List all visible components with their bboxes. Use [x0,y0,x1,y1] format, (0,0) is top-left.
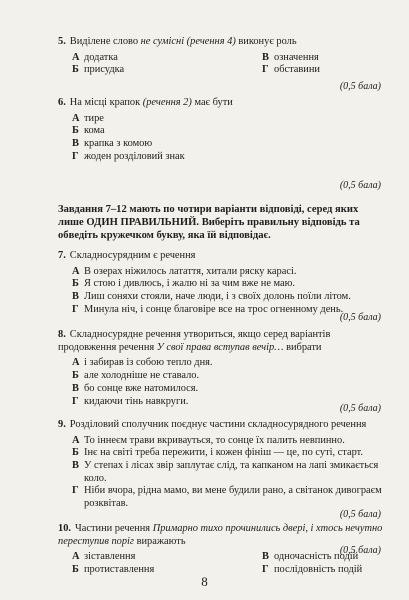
question-10 [58,523,383,576]
option-letter[interactable]: Г [72,150,79,162]
option-text: тире [84,112,104,124]
question-9 [58,419,383,511]
option-text: крапка з комою [84,138,153,150]
page-number: 8 [201,574,208,589]
question-number: 7. [58,250,66,261]
option-letter[interactable]: А [72,434,80,446]
question-text: виконує роль [235,36,297,47]
question-6-text [58,97,383,110]
option-letter[interactable]: А [72,357,80,369]
question-text-italic: У свої права вступав вечір… [156,341,284,353]
question-text-italic: Примарно тихо прочинились двері, і хтось нечутно переступив поріг [58,523,383,547]
option-letter[interactable]: А [72,551,80,563]
option-letter[interactable]: В [72,291,79,303]
option-text: Лиш соняхи стояли, наче люди, і з своїх долонь поїли літом. [84,291,351,303]
score-label: (0,5 бала) [339,509,381,520]
option-text: додатка [84,51,118,63]
option-v[interactable] [72,291,383,303]
question-number: 5. [58,36,66,47]
question-text: На місці крапок [69,97,143,108]
option-a[interactable] [72,357,383,369]
option-text: присудка [84,64,125,75]
question-number: 6. [58,97,66,108]
option-letter[interactable]: Б [72,563,79,575]
option-g[interactable] [72,485,383,510]
question-text-italic: не сумісні (речення 4) [140,36,236,47]
question-text: Частини речення [75,523,153,534]
question-number: 9. [58,419,66,430]
option-text: але холодніше не ставало. [84,369,200,381]
option-a[interactable] [72,435,383,447]
option-b[interactable] [72,64,252,76]
option-text: зіставлення [84,551,136,563]
option-letter[interactable]: Г [262,64,269,75]
question-text: виражають [133,535,186,547]
option-g[interactable] [72,304,383,316]
option-a[interactable] [72,266,383,278]
question-number: 8. [58,329,66,340]
option-letter[interactable]: Б [72,447,79,459]
question-7 [58,250,383,317]
option-a[interactable] [72,52,252,64]
answer-options [72,357,383,408]
option-letter[interactable]: А [72,112,80,124]
option-text: кома [84,125,105,137]
option-letter[interactable]: В [262,51,269,63]
score-label: (0,5 бала) [339,545,381,556]
question-text: вибрати [283,341,322,353]
option-letter[interactable]: В [72,460,79,472]
question-text: має бути [191,97,233,108]
option-v[interactable] [262,52,402,64]
option-g[interactable] [262,64,402,76]
option-g[interactable] [72,396,383,408]
question-9-text [58,419,383,432]
question-text: Розділовий сполучник поєднує частини складносурядного речення [69,419,367,430]
question-10-text [58,523,383,548]
question-text: Складносурядним є речення [69,250,196,261]
option-letter[interactable]: А [72,51,80,63]
question-text: Складносурядне речення утвориться, якщо серед варіантів продовження речення [58,329,331,353]
score-label: (0,5 бала) [339,312,381,323]
option-v[interactable] [72,460,383,485]
option-letter[interactable]: В [72,138,79,150]
option-a[interactable] [72,113,383,125]
question-6 [58,97,383,164]
score-label: (0,5 бала) [339,403,381,414]
answer-options [72,551,383,576]
option-b[interactable] [72,370,383,382]
question-5-text [58,36,383,49]
question-8 [58,329,383,408]
option-b[interactable] [72,447,383,459]
option-letter[interactable]: Г [72,485,79,497]
option-letter[interactable]: Г [72,303,79,315]
option-a[interactable] [72,551,252,563]
option-text: В озерах ніжилось латаття, хитали ряску карасі. [84,265,297,277]
option-b[interactable] [72,125,383,137]
option-g[interactable] [72,151,383,163]
option-letter[interactable]: Б [72,278,79,290]
option-letter[interactable]: А [72,265,80,277]
option-v[interactable] [262,551,402,563]
question-8-text [58,329,383,354]
question-7-text [58,250,383,263]
score-label: (0,5 бала) [339,180,381,191]
option-text: одночасність подій [274,551,359,563]
section-instruction: Завдання 7–12 мають по чотири варіанти відповіді, серед яких лише ОДИН ПРАВИЛЬНИЙ. Виберіть правильну відповідь та обведіть кружечком букву, яка їй відповідає. [58,204,360,241]
option-letter[interactable]: Б [72,64,79,75]
option-text: бо сонце вже натомилося. [84,382,199,394]
question-5 [58,36,383,76]
answer-options [72,435,383,511]
option-v[interactable] [72,383,383,395]
option-text: і забирав із собою тепло дня. [84,357,213,369]
option-v[interactable] [72,138,383,150]
option-b[interactable] [72,278,383,290]
option-letter[interactable]: Г [262,563,269,575]
option-letter[interactable]: Б [72,125,79,137]
option-text: То іннеєм трави вкривауться, то сонце їх палить невпинно. [84,434,345,446]
option-text: обставини [274,64,320,75]
answer-options [72,113,383,164]
option-text: Ніби вчора, рідна мамо, ви мене будили рано, а світанок дивограєм розквітав. [84,485,382,509]
option-letter[interactable]: В [72,382,79,394]
option-text: Я стою і дивлюсь, і жалю ні за чим вже не маю. [84,278,296,290]
option-text: У степах і лісах звір заплутає слід, та капканом на лапі змикається коло. [84,460,379,484]
option-text: протиставлення [84,563,155,575]
question-text: Виділене слово [69,36,141,47]
option-letter[interactable]: В [262,551,269,563]
question-text-italic: (речення 2) [142,97,192,108]
option-text: жоден розділовий знак [84,150,185,162]
option-text: Інє на світі треба пережити, і кожен фініш — це, по суті, старт. [84,447,363,459]
answer-options [72,52,383,77]
option-text: кидаючи тінь навкруги. [84,395,189,407]
option-letter[interactable]: Б [72,369,79,381]
option-text: означення [274,51,319,63]
answer-options [72,266,383,317]
option-text: Минула ніч, і сонце благовіре все на трос огненному день. [84,303,344,315]
score-label: (0,5 бала) [339,81,381,92]
question-number: 10. [58,523,71,534]
option-text: послідовність подій [274,563,363,575]
option-letter[interactable]: Г [72,395,79,407]
